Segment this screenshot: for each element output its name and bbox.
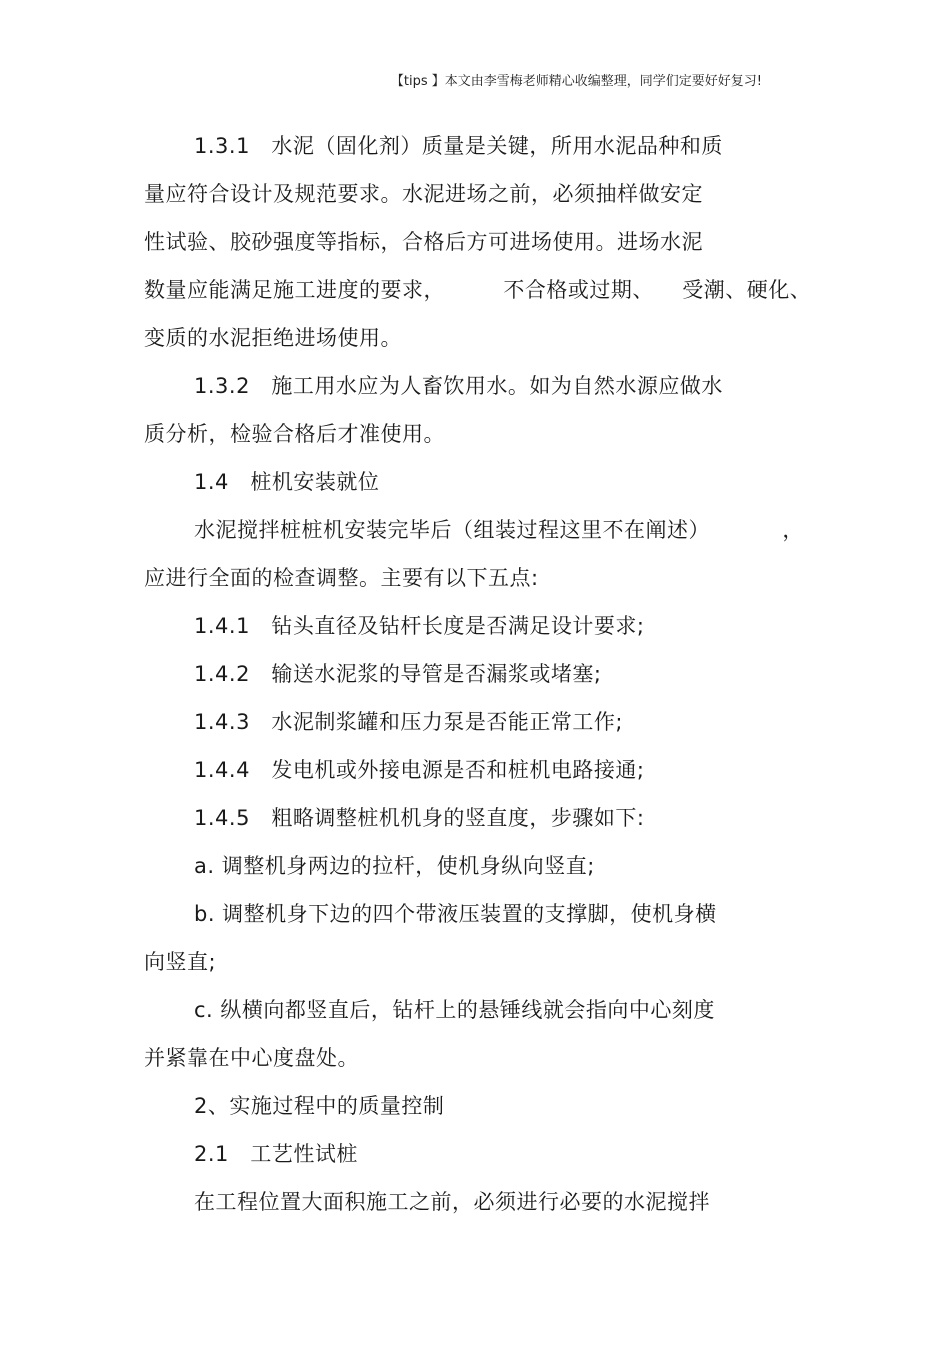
step-item: a. 调整机身两边的拉杆，使机身纵向竖直; (194, 854, 595, 878)
list-item: 1.4.5 粗略调整桩机机身的竖直度，步骤如下: (194, 806, 645, 830)
line-segment: 水泥搅拌桩桩机安装完毕后（组装过程这里不在阐述） (194, 518, 710, 542)
list-item: 1.4.1 钻头直径及钻杆长度是否满足设计要求; (194, 614, 645, 638)
list-item: 1.4.2 输送水泥浆的导管是否漏浆或堵塞; (194, 662, 602, 686)
paragraph-line: 应进行全面的检查调整。主要有以下五点: (144, 566, 539, 590)
line-segment: 不合格或过期、 (503, 278, 654, 302)
line-segment: 受潮、硬化、 (682, 278, 812, 302)
header-tip: 【tips 】本文由李雪梅老师精心收编整理，同学们定要好好复习! (390, 74, 762, 89)
list-item: 1.4.4 发电机或外接电源是否和桩机电路接通; (194, 758, 645, 782)
step-item: b. 调整机身下边的四个带液压装置的支撑脚，使机身横 (194, 902, 717, 926)
paragraph-line: 质分析，检验合格后才准使用。 (144, 422, 445, 446)
paragraph-line: 变质的水泥拒绝进场使用。 (144, 326, 402, 350)
line-segment: ， (782, 518, 804, 542)
paragraph-line: 性试验、胶砂强度等指标，合格后方可进场使用。进场水泥 (144, 230, 703, 254)
section-heading: 2.1 工艺性试桩 (194, 1142, 358, 1166)
paragraph-line (194, 517, 804, 543)
paragraph-line: 量应符合设计及规范要求。水泥进场之前，必须抽样做安定 (144, 182, 703, 206)
line-segment: 数量应能满足施工进度的要求， (144, 278, 445, 302)
paragraph-line: 在工程位置大面积施工之前，必须进行必要的水泥搅拌 (194, 1190, 710, 1214)
paragraph-line: 1.3.1 水泥（固化剂）质量是关键，所用水泥品种和质 (194, 134, 723, 158)
step-item: c. 纵横向都竖直后，钻杆上的悬锤线就会指向中心刻度 (194, 998, 715, 1022)
list-item: 1.4.3 水泥制浆罐和压力泵是否能正常工作; (194, 710, 624, 734)
section-heading: 1.4 桩机安装就位 (194, 470, 380, 494)
paragraph-line (144, 277, 811, 303)
section-heading: 2、实施过程中的质量控制 (194, 1094, 445, 1118)
step-item: 并紧靠在中心度盘处。 (144, 1046, 359, 1070)
paragraph-line: 1.3.2 施工用水应为人畜饮用水。如为自然水源应做水 (194, 374, 723, 398)
step-item: 向竖直; (144, 950, 217, 974)
